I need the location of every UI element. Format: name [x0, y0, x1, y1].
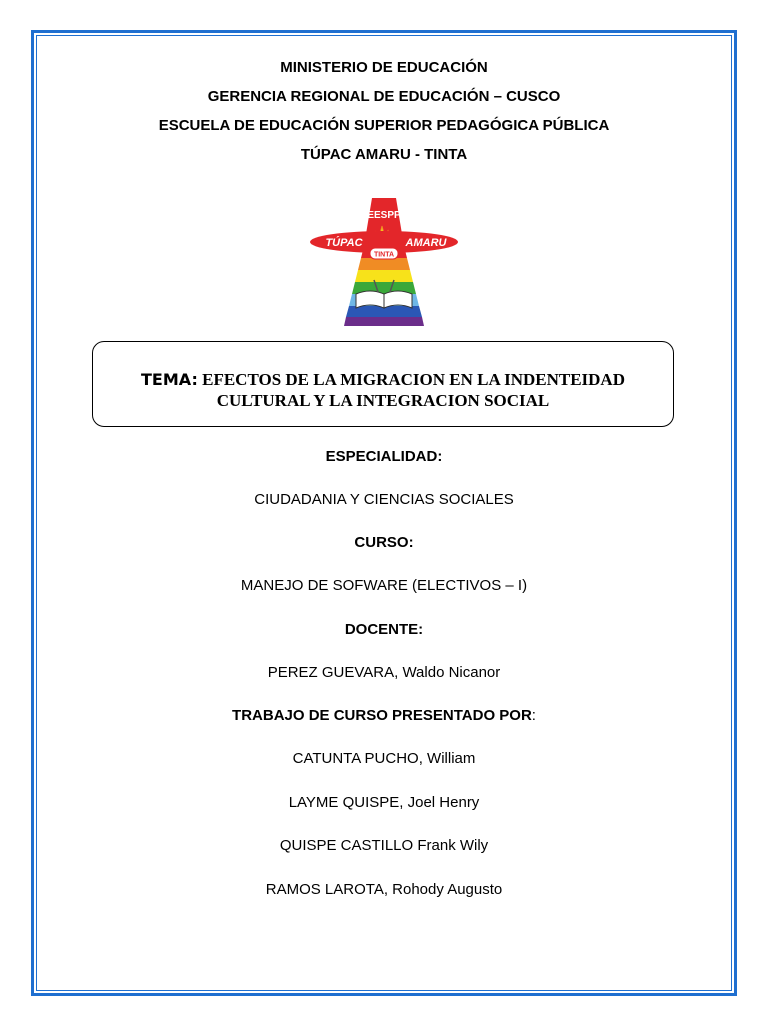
institution-logo [308, 196, 460, 328]
presentado-heading [0, 707, 768, 725]
tema-label: TEMA: [141, 370, 198, 389]
especialidad-label: ESPECIALIDAD: [325, 448, 443, 465]
tema-line-2: CULTURAL Y LA INTEGRACION SOCIAL [216, 391, 550, 410]
header-gerencia: GERENCIA REGIONAL DE EDUCACIÓN – CUSCO [207, 88, 561, 105]
author-item: RAMOS LAROTA, Rohody Augusto [265, 881, 503, 898]
header-ministerio: MINISTERIO DE EDUCACIÓN [280, 59, 488, 76]
especialidad-value: CIUDADANIA Y CIENCIAS SOCIALES [254, 491, 514, 508]
docente-label: DOCENTE: [344, 621, 424, 638]
docente-value: PEREZ GUEVARA, Waldo Nicanor [267, 664, 501, 681]
author-item: CATUNTA PUCHO, William [292, 750, 476, 767]
curso-label: CURSO: [354, 534, 414, 551]
header-escuela: ESCUELA DE EDUCACIÓN SUPERIOR PEDAGÓGICA PÚBLICA [158, 117, 610, 134]
curso-value: MANEJO DE SOFWARE (ELECTIVOS – I) [240, 577, 528, 594]
tema-title [92, 369, 674, 411]
presentado-label: TRABAJO DE CURSO PRESENTADO POR [232, 707, 532, 724]
logo-bottom-text: TINTA [373, 251, 395, 259]
author-item: QUISPE CASTILLO Frank Wily [279, 837, 489, 854]
logo-right-text: AMARU [405, 237, 447, 249]
presentado-colon: : [531, 707, 536, 724]
tema-line-1: EFECTOS DE LA MIGRACION EN LA INDENTEIDAD [202, 370, 625, 389]
header-institucion: TÚPAC AMARU - TINTA [300, 146, 468, 163]
logo-top-text: EESPP [367, 210, 401, 221]
author-item: LAYME QUISPE, Joel Henry [288, 794, 480, 811]
logo-left-text: TÚPAC [325, 237, 363, 249]
